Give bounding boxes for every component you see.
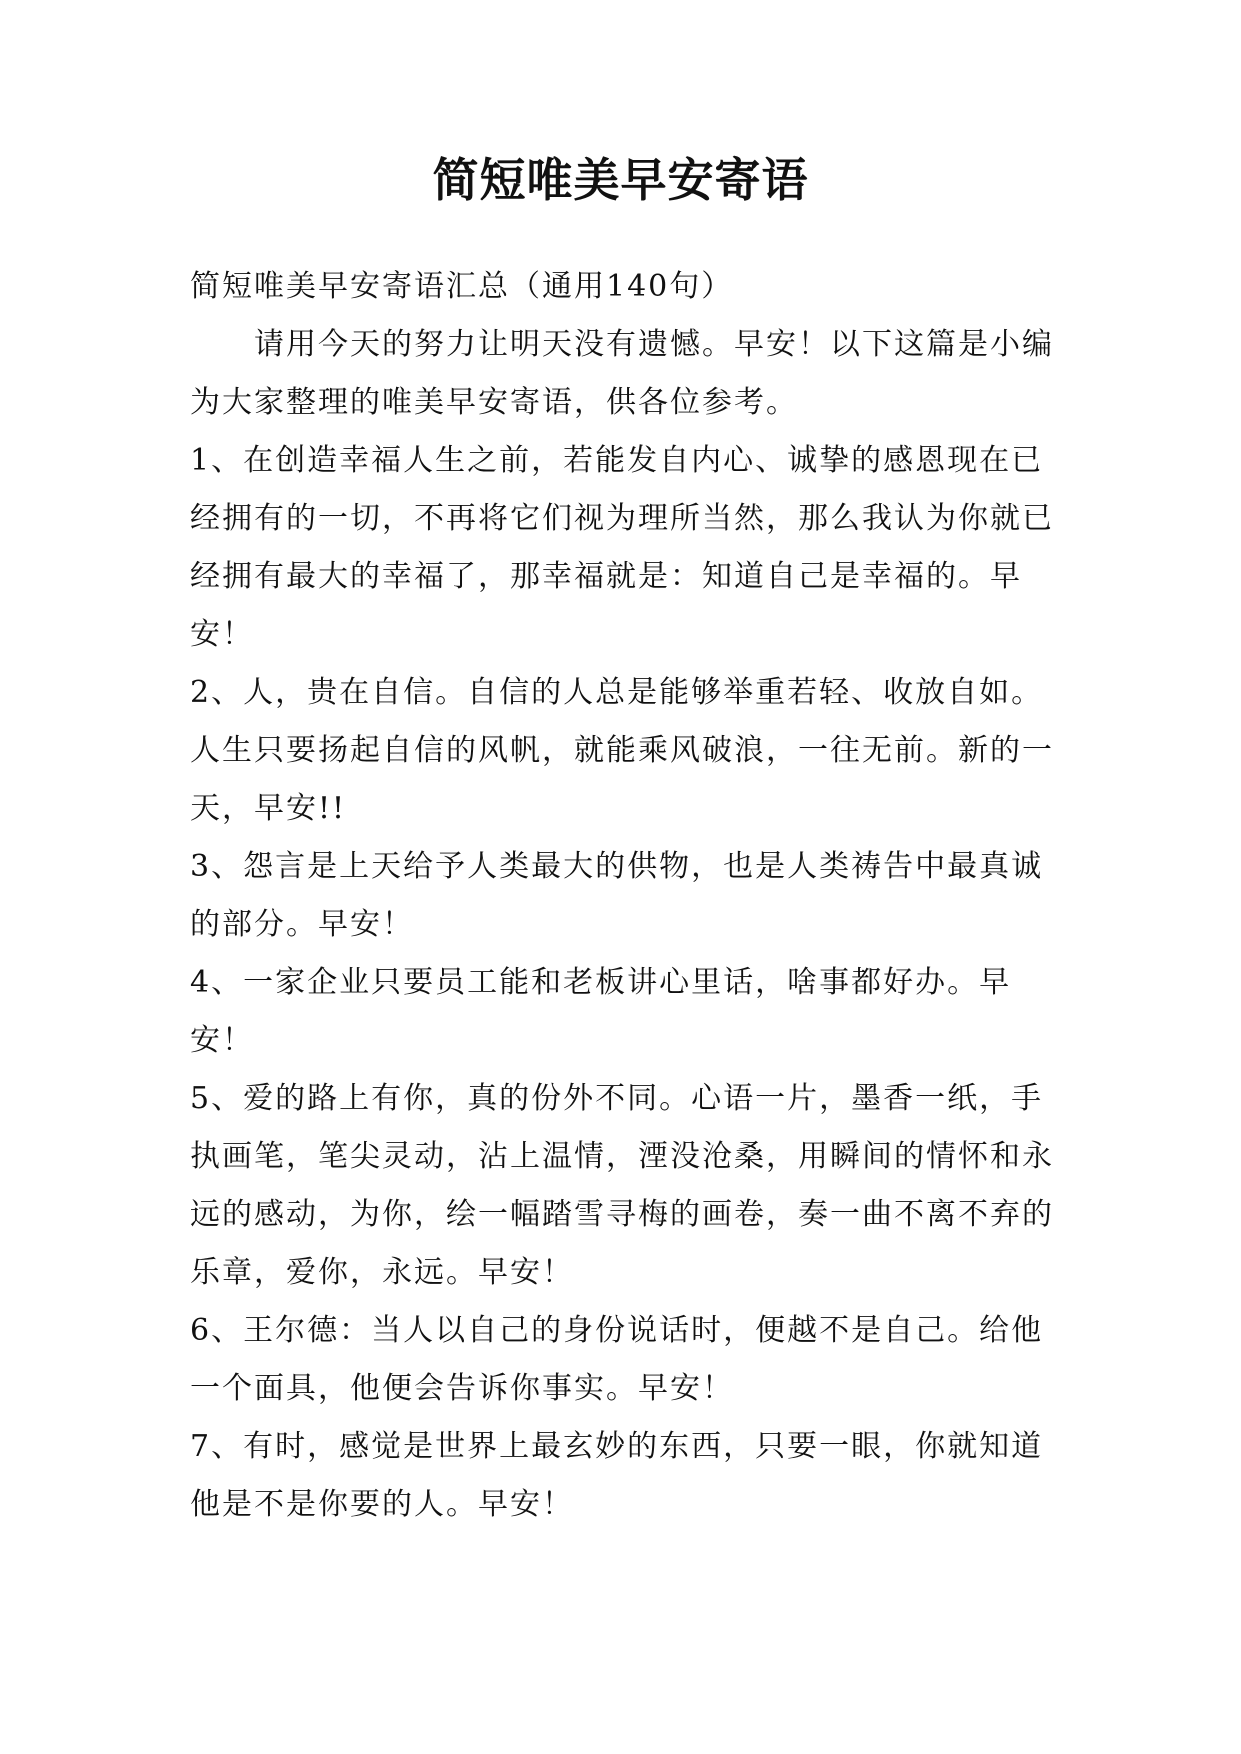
list-item: 3、怨言是上天给予人类最大的供物，也是人类祷告中最真诚的部分。早安！: [190, 849, 1044, 942]
list-item: 2、人，贵在自信。自信的人总是能够举重若轻、收放自如。人生只要扬起自信的风帆，就能乘风破浪，一往无前。新的一天，早安!!: [190, 675, 1054, 826]
document-title: 简短唯美早安寄语: [432, 153, 809, 207]
list-item: 4、一家企业只要员工能和老板讲心里话，啥事都好办。早安！: [190, 965, 1012, 1058]
list-item: 7、有时，感觉是世界上最玄妙的东西，只要一眼，你就知道他是不是你要的人。早安！: [190, 1429, 1044, 1522]
list-item: 1、在创造幸福人生之前，若能发自内心、诚挚的感恩现在已经拥有的一切，不再将它们视为理所当然，那么我认为你就已经拥有最大的幸福了，那幸福就是：知道自己是幸福的。早安！: [190, 443, 1054, 652]
document-body: [190, 258, 1060, 1534]
intro-paragraph: 请用今天的努力让明天没有遗憾。早安！以下这篇是小编为大家整理的唯美早安寄语，供各位参考。: [190, 327, 1054, 420]
list-item: 5、爱的路上有你，真的份外不同。心语一片，墨香一纸，手执画笔，笔尖灵动，沾上温情，湮没沧桑，用瞬间的情怀和永远的感动，为你，绘一幅踏雪寻梅的画卷，奏一曲不离不弃的乐章，爱你，永远。早安！: [190, 1081, 1054, 1290]
list-item: 6、王尔德：当人以自己的身份说话时，便越不是自己。给他一个面具，他便会告诉你事实。早安！: [190, 1313, 1044, 1406]
document-subtitle: 简短唯美早安寄语汇总（通用140句）: [190, 269, 734, 304]
